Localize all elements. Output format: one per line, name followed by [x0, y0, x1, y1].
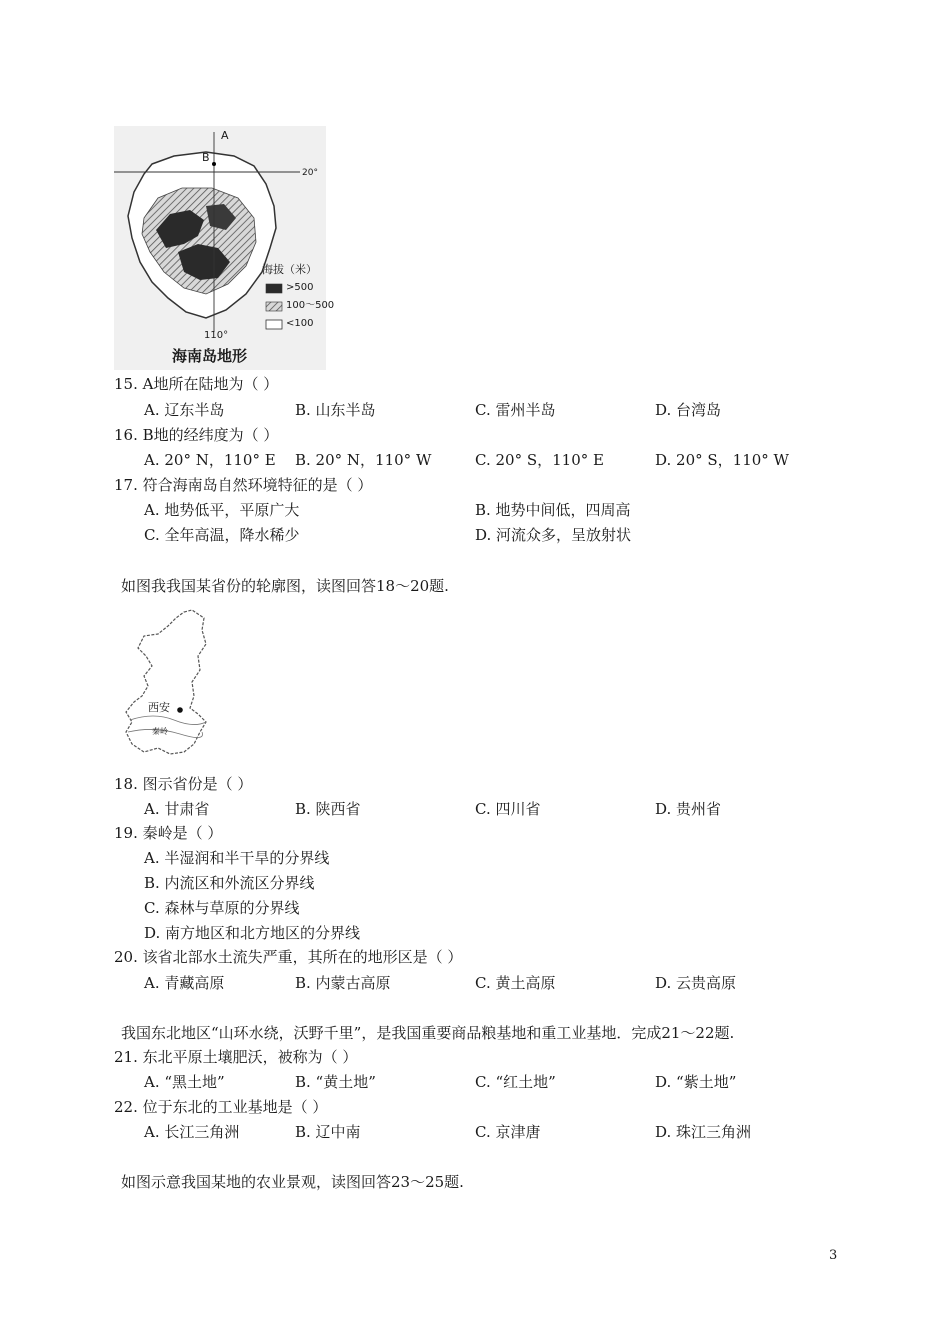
city-xian-label: 西安 — [148, 701, 170, 714]
intro-23-25: 如图示意我国某地的农业景观，读图回答23～25题. — [121, 1173, 464, 1191]
q17-option-b[interactable]: B. 地势中间低，四周高 — [475, 501, 631, 519]
question-16-stem: 16. B地的经纬度为（ ） — [114, 426, 279, 444]
hainan-terrain-map — [114, 126, 335, 370]
legend-title: 海拔（米） — [262, 263, 317, 276]
q15-option-c[interactable]: C. 雷州半岛 — [475, 401, 556, 419]
q15-option-a[interactable]: A. 辽东半岛 — [144, 401, 225, 419]
q19-option-b[interactable]: B. 内流区和外流区分界线 — [144, 874, 315, 892]
q20-option-a[interactable]: A. 青藏高原 — [144, 974, 225, 992]
question-18-stem: 18. 图示省份是（ ） — [114, 775, 253, 793]
q17-option-d[interactable]: D. 河流众多，呈放射状 — [475, 526, 632, 544]
legend-item-low: <100 — [286, 318, 314, 329]
q20-option-d[interactable]: D. 云贵高原 — [655, 974, 737, 992]
figure-caption: 海南岛地形 — [172, 347, 248, 365]
qinling-label: 秦岭 — [152, 727, 168, 736]
q22-option-d[interactable]: D. 珠江三角洲 — [655, 1123, 752, 1141]
q18-option-c[interactable]: C. 四川省 — [475, 800, 541, 818]
q19-option-a[interactable]: A. 半湿润和半干旱的分界线 — [144, 849, 330, 867]
question-20-stem: 20. 该省北部水土流失严重，其所在的地形区是（ ） — [114, 948, 463, 966]
q17-option-c[interactable]: C. 全年高温，降水稀少 — [144, 526, 300, 544]
q16-option-b[interactable]: B. 20° N，110° W — [295, 451, 432, 469]
q18-option-d[interactable]: D. 贵州省 — [655, 800, 722, 818]
latitude-label: 20° — [302, 168, 318, 178]
q15-option-b[interactable]: B. 山东半岛 — [295, 401, 376, 419]
q16-option-a[interactable]: A. 20° N，110° E — [144, 451, 276, 469]
q22-option-a[interactable]: A. 长江三角洲 — [144, 1123, 240, 1141]
question-17-stem: 17. 符合海南岛自然环境特征的是（ ） — [114, 476, 373, 494]
intro-18-20: 如图我我国某省份的轮廓图，读图回答18～20题. — [121, 577, 449, 595]
question-19-stem: 19. 秦岭是（ ） — [114, 824, 223, 842]
q19-option-d[interactable]: D. 南方地区和北方地区的分界线 — [144, 924, 361, 942]
q15-option-d[interactable]: D. 台湾岛 — [655, 401, 722, 419]
q16-option-c[interactable]: C. 20° S，110° E — [475, 451, 604, 469]
question-22-stem: 22. 位于东北的工业基地是（ ） — [114, 1098, 328, 1116]
q16-option-d[interactable]: D. 20° S，110° W — [655, 451, 789, 469]
label-b: B — [202, 151, 210, 164]
q22-option-b[interactable]: B. 辽中南 — [295, 1123, 361, 1141]
q21-option-c[interactable]: C. “红土地” — [475, 1073, 556, 1091]
q18-option-a[interactable]: A. 甘肃省 — [144, 800, 210, 818]
shaanxi-outline-map — [114, 604, 214, 766]
q21-option-a[interactable]: A. “黑土地” — [144, 1073, 225, 1091]
page-number: 3 — [829, 1248, 838, 1263]
q18-option-b[interactable]: B. 陕西省 — [295, 800, 361, 818]
q22-option-c[interactable]: C. 京津唐 — [475, 1123, 541, 1141]
q21-option-b[interactable]: B. “黄土地” — [295, 1073, 376, 1091]
longitude-label: 110° — [204, 330, 229, 341]
intro-21-22: 我国东北地区“山环水绕，沃野千里”，是我国重要商品粮基地和重工业基地．完成21～22题. — [121, 1024, 735, 1042]
q21-option-d[interactable]: D. “紫土地” — [655, 1073, 737, 1091]
q20-option-c[interactable]: C. 黄土高原 — [475, 974, 556, 992]
label-a: A — [221, 129, 229, 142]
q19-option-c[interactable]: C. 森林与草原的分界线 — [144, 899, 300, 917]
question-15-stem: 15. A地所在陆地为（ ） — [114, 375, 279, 393]
q17-option-a[interactable]: A. 地势低平，平原广大 — [144, 501, 300, 519]
legend-item-mid: 100～500 — [286, 300, 335, 311]
question-21-stem: 21. 东北平原土壤肥沃，被称为（ ） — [114, 1048, 358, 1066]
legend-item-high: >500 — [286, 282, 314, 293]
q20-option-b[interactable]: B. 内蒙古高原 — [295, 974, 391, 992]
